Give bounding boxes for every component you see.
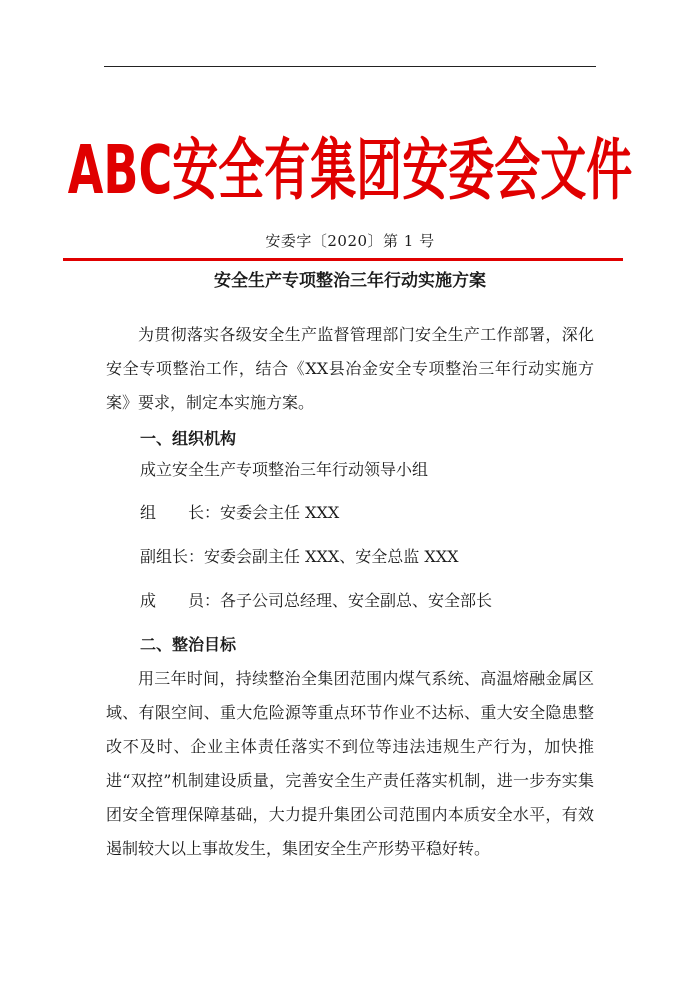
section-heading-organization: 一、组织机构: [140, 429, 237, 448]
deputy-leader-line: [140, 542, 459, 572]
deputy-leader-label: 副组长: [140, 547, 189, 566]
section-heading-goals: 二、整治目标: [140, 635, 237, 654]
deputy-leader-value: ：安委会副主任 XXX、安全总监 XXX: [188, 547, 459, 566]
document-number: 安委字〔2020〕第 1 号: [265, 232, 435, 250]
red-divider: [63, 258, 623, 261]
members-value: ：各子公司总经理、安全副总、安全部长: [204, 591, 493, 610]
group-leader-label: 组 长: [140, 503, 204, 522]
members-line: [140, 586, 492, 616]
document-masthead: ABC安全有集团安委会文件: [67, 130, 633, 210]
members-label: 成 员: [140, 591, 204, 610]
goals-paragraph: 用三年时间，持续整治全集团范围内煤气系统、高温熔融金属区域、有限空间、重大危险源等重点环节作业不达标、重大安全隐患整改不及时、企业主体责任落实不到位等违法违规生产行为，加快推进“双控”机制建设质量，完善安全生产责任落实机制，进一步夯实集团安全管理保障基础，大力提升集团公司范围内本质安全水平，有效遏制较大以上事故发生，集团安全生产形势平稳好转。: [106, 669, 594, 858]
group-leader-line: [140, 498, 339, 528]
document-title: 安全生产专项整治三年行动实施方案: [214, 271, 486, 291]
intro-paragraph: 为贯彻落实各级安全生产监督管理部门安全生产工作部署，深化安全专项整治工作，结合《XX县冶金安全专项整治三年行动实施方案》要求，制定本实施方案。: [106, 325, 594, 412]
group-leader-value: ：安委会主任 XXX: [204, 503, 340, 522]
top-divider: [104, 66, 596, 67]
leading-group-line: 成立安全生产专项整治三年行动领导小组: [140, 460, 429, 479]
